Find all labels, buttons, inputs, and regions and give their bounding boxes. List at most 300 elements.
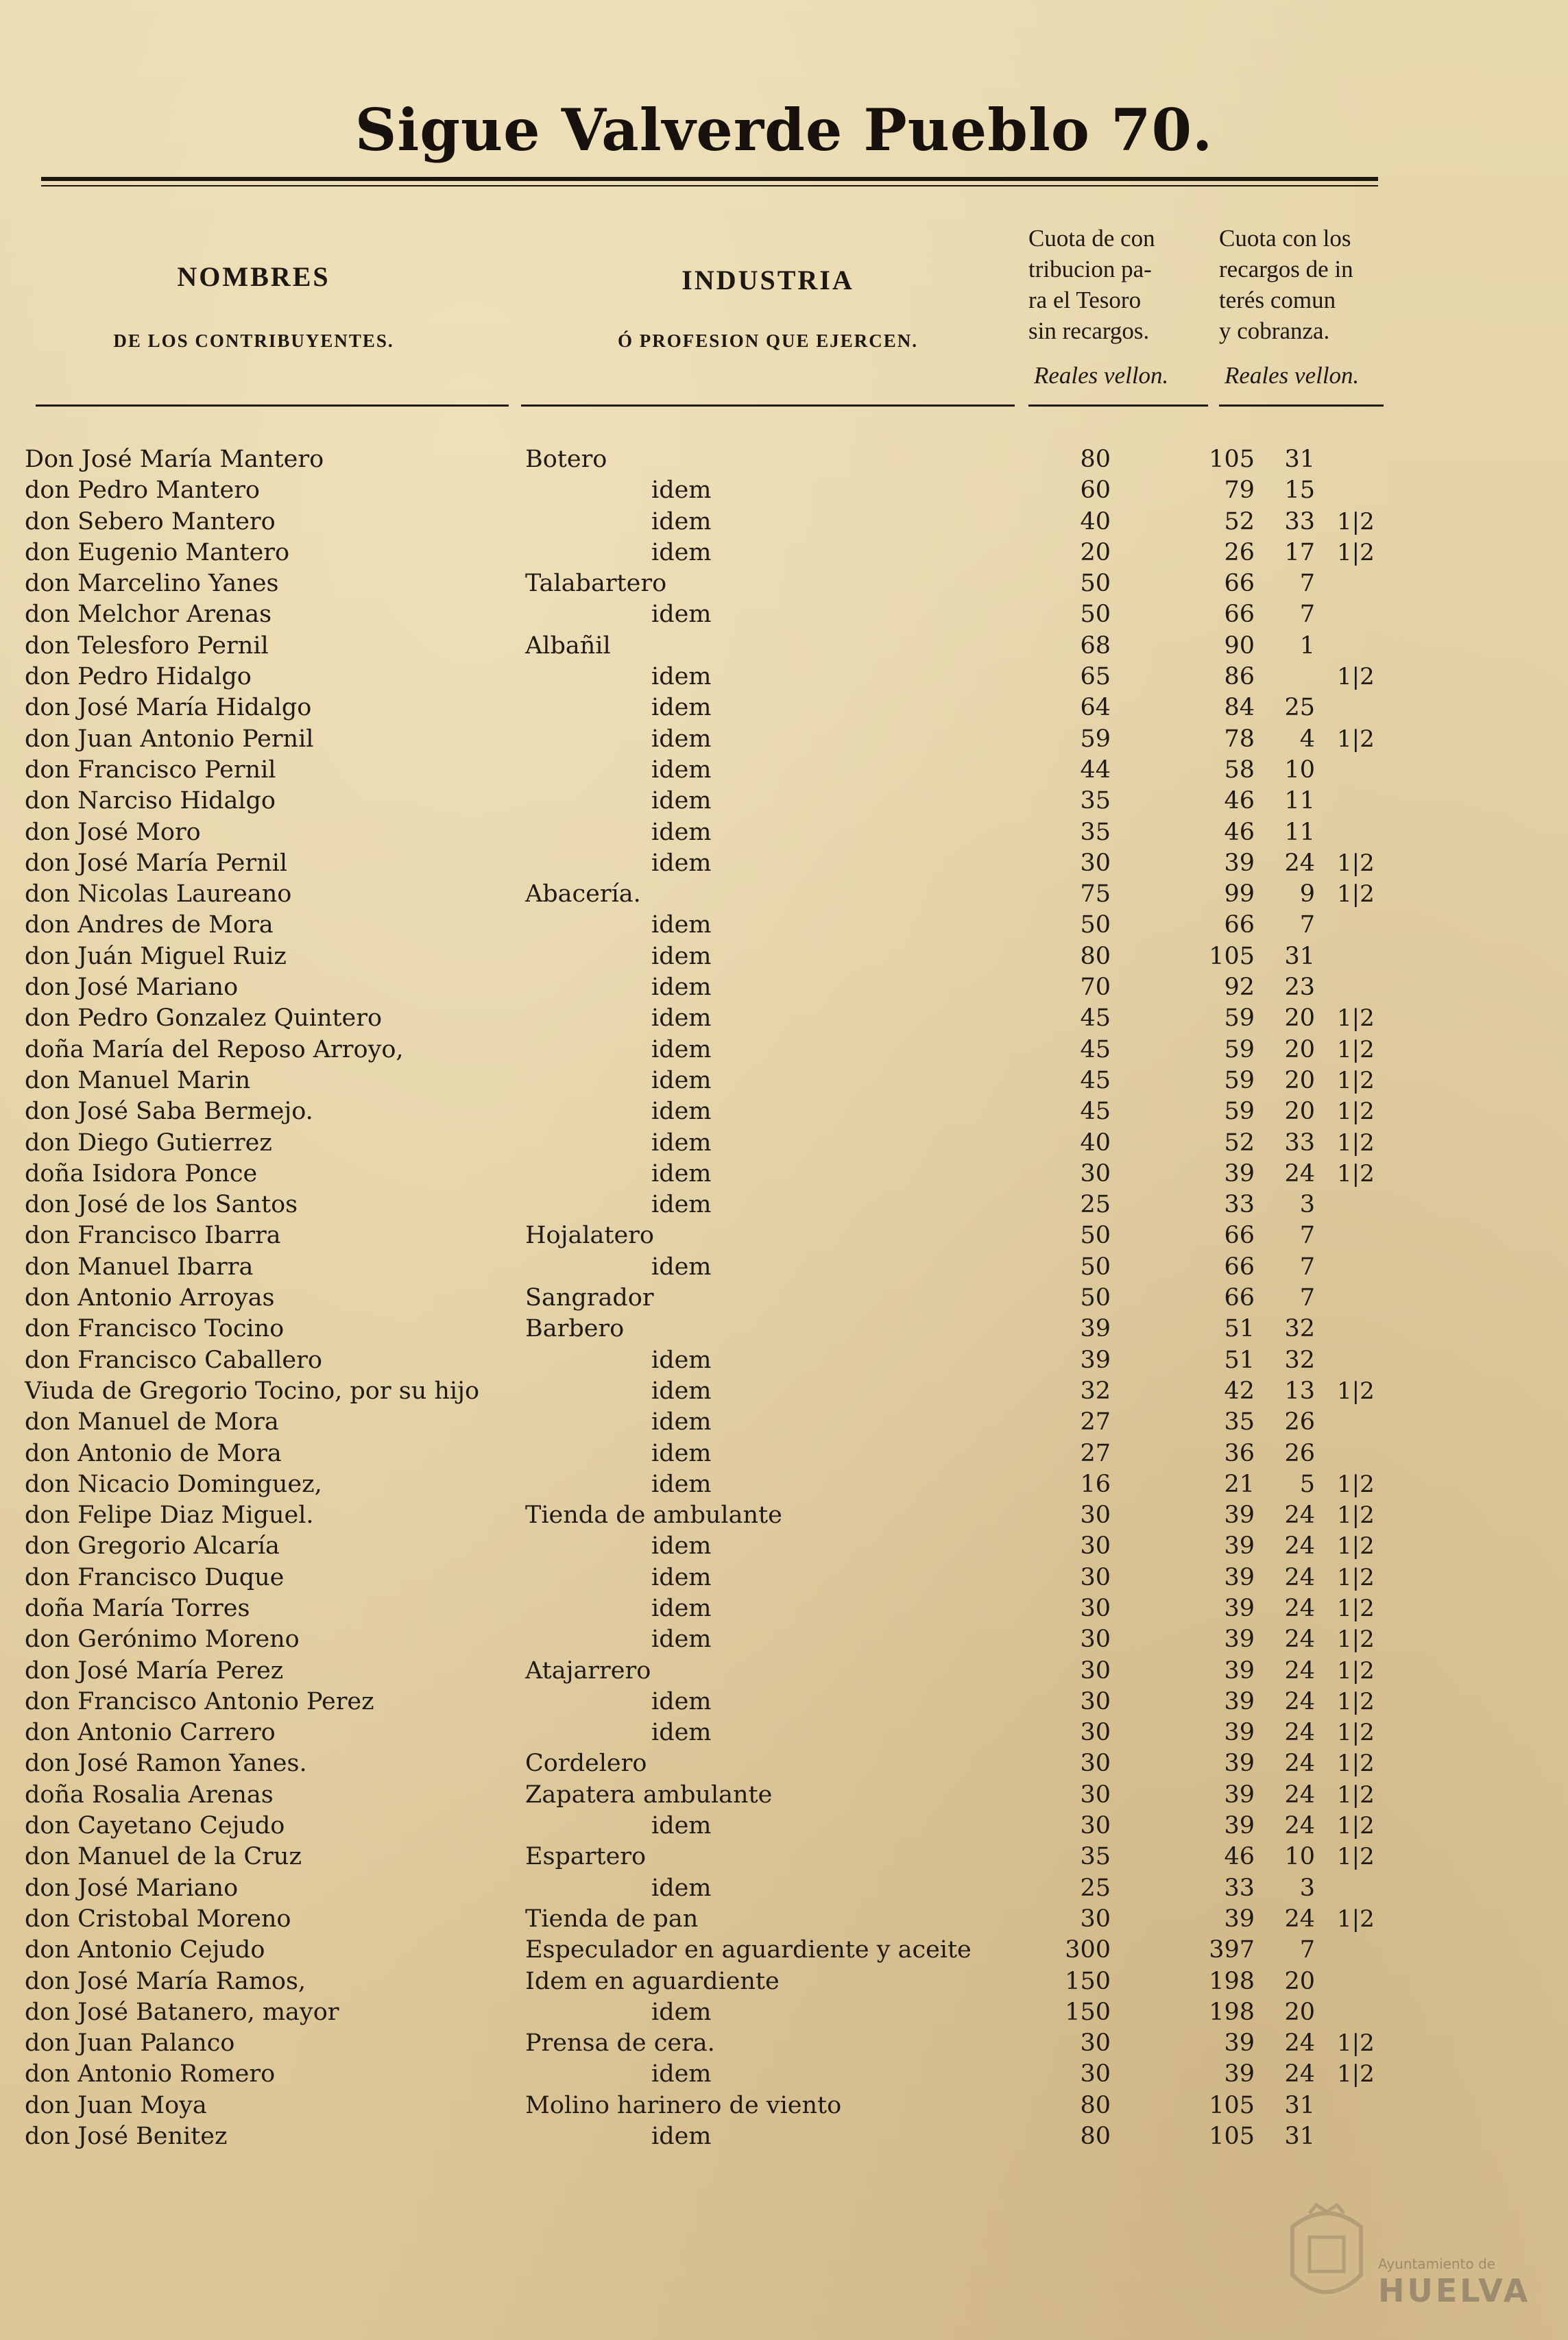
- quota-base-cell: 59: [1080, 725, 1111, 753]
- contributor-name: Viuda de Gregorio Tocino, por su hijo: [25, 1377, 480, 1405]
- quota-surcharge-maravedis-cell: 3: [1299, 1874, 1315, 1902]
- quota-surcharge-reales-cell: 21: [1224, 1470, 1255, 1498]
- industry-cell: idem: [651, 787, 712, 815]
- industry-cell: idem: [651, 818, 712, 846]
- quota-surcharge-reales-cell: 198: [1209, 1967, 1255, 1995]
- quota-surcharge-reales-cell: 58: [1224, 756, 1255, 784]
- table-row: [0, 1096, 1568, 1127]
- contributor-name: don Antonio de Mora: [25, 1439, 282, 1467]
- quota-surcharge-maravedis-cell: 24: [1284, 1687, 1315, 1715]
- quota-fraction-cell: 1|2: [1337, 880, 1375, 908]
- industry-cell: idem: [651, 974, 712, 1002]
- quota-surcharge-reales-cell: 66: [1224, 570, 1255, 598]
- quota-base-cell: 30: [1080, 1532, 1111, 1560]
- quota-surcharge-maravedis-cell: 24: [1284, 1812, 1315, 1840]
- contributor-name: don José María Perez: [25, 1656, 284, 1685]
- quota-base-cell: 65: [1080, 663, 1111, 691]
- quota-surcharge-maravedis-cell: 7: [1299, 911, 1315, 939]
- quota-surcharge-maravedis-cell: 3: [1299, 1191, 1315, 1219]
- quota-base-cell: 50: [1080, 1284, 1111, 1312]
- contributor-name: don Manuel de la Cruz: [25, 1843, 302, 1871]
- contributor-name: don Sebero Mantero: [25, 507, 276, 535]
- header-quota-base: Cuota de con tribucion pa- ra el Tesoro sin recargos.: [1028, 225, 1155, 344]
- contributor-name: don Antonio Carrero: [25, 1719, 276, 1747]
- quota-fraction-cell: 1|2: [1337, 1750, 1375, 1778]
- quota-surcharge-reales-cell: 59: [1224, 1066, 1255, 1094]
- quota-surcharge-maravedis-cell: 31: [1284, 2123, 1315, 2151]
- table-row: [0, 568, 1568, 599]
- seal-caption: Ayuntamiento de: [1378, 2256, 1496, 2272]
- quota-base-cell: 80: [1080, 942, 1111, 970]
- header-unit-base: Reales vellon.: [1034, 362, 1169, 389]
- table-row: [0, 817, 1568, 848]
- table-row: [0, 1252, 1568, 1283]
- table-row: [0, 1593, 1568, 1624]
- contributor-name: don Juan Palanco: [25, 2029, 235, 2058]
- contributor-name: don Pedro Gonzalez Quintero: [25, 1004, 383, 1033]
- table-row: [0, 1748, 1568, 1779]
- quota-surcharge-maravedis-cell: 32: [1284, 1346, 1315, 1374]
- table-row: [0, 972, 1568, 1003]
- table-row: [0, 1935, 1568, 1966]
- quota-base-cell: 25: [1080, 1874, 1111, 1902]
- industry-cell: idem: [651, 1470, 712, 1498]
- quota-base-cell: 50: [1080, 601, 1111, 629]
- table-row: [0, 2059, 1568, 2090]
- quota-surcharge-maravedis-cell: 20: [1284, 1098, 1315, 1126]
- quota-surcharge-maravedis-cell: 1: [1299, 631, 1315, 660]
- quota-surcharge-reales-cell: 66: [1224, 601, 1255, 629]
- quota-fraction-cell: 1|2: [1337, 1066, 1375, 1094]
- contributor-name: don Francisco Antonio Perez: [25, 1687, 374, 1715]
- quota-surcharge-maravedis-cell: 24: [1284, 1563, 1315, 1591]
- quota-surcharge-reales-cell: 105: [1209, 2123, 1255, 2151]
- contributor-name: don Francisco Duque: [25, 1563, 285, 1591]
- contributor-name: don Andres de Mora: [25, 911, 274, 939]
- contributor-name: don Juan Moya: [25, 2091, 207, 2119]
- industry-cell: idem: [651, 694, 712, 722]
- contributor-name: Don José María Mantero: [25, 446, 324, 473]
- industry-cell: Idem en aguardiente: [525, 1967, 780, 1995]
- quota-surcharge-reales-cell: 42: [1224, 1377, 1255, 1405]
- table-row: [0, 2090, 1568, 2121]
- quota-base-cell: 30: [1080, 1159, 1111, 1187]
- quota-surcharge-maravedis-cell: 24: [1284, 1719, 1315, 1747]
- table-row: [0, 662, 1568, 692]
- contributor-name: don Nicacio Dominguez,: [25, 1470, 322, 1498]
- table-row: [0, 1314, 1568, 1344]
- contributor-name: don Francisco Ibarra: [25, 1222, 281, 1250]
- contributor-name: don Pedro Mantero: [25, 477, 260, 505]
- industry-cell: idem: [651, 1594, 712, 1622]
- quota-surcharge-maravedis-cell: 24: [1284, 1656, 1315, 1685]
- table-row: [0, 538, 1568, 568]
- quota-base-cell: 64: [1080, 694, 1111, 722]
- industry-cell: idem: [651, 1563, 712, 1591]
- quota-surcharge-reales-cell: 39: [1224, 1159, 1255, 1187]
- quota-base-cell: 30: [1080, 1812, 1111, 1840]
- quota-fraction-cell: 1|2: [1337, 1377, 1375, 1405]
- table-row: [0, 941, 1568, 972]
- quota-surcharge-maravedis-cell: 31: [1284, 942, 1315, 970]
- quota-surcharge-maravedis-cell: 20: [1284, 1967, 1315, 1995]
- table-row: [0, 1065, 1568, 1096]
- quota-surcharge-reales-cell: 46: [1224, 818, 1255, 846]
- contributor-name: don José Saba Bermejo.: [25, 1098, 313, 1126]
- quota-surcharge-maravedis-cell: 24: [1284, 1159, 1315, 1187]
- industry-cell: Molino harinero de viento: [525, 2091, 842, 2119]
- table-row: [0, 1159, 1568, 1190]
- quota-base-cell: 35: [1080, 1843, 1111, 1871]
- industry-cell: idem: [651, 1035, 712, 1063]
- quota-surcharge-maravedis-cell: 17: [1284, 538, 1315, 566]
- contributor-name: don Juan Antonio Pernil: [25, 725, 314, 753]
- table-row: [0, 1717, 1568, 1748]
- header-rule-names: [36, 405, 509, 407]
- quota-fraction-cell: 1|2: [1337, 1781, 1375, 1809]
- contributor-name: don José Benitez: [25, 2123, 228, 2151]
- industry-cell: idem: [651, 1098, 712, 1126]
- contributor-name: don José María Pernil: [25, 849, 288, 877]
- quota-surcharge-reales-cell: 39: [1224, 1563, 1255, 1591]
- table-row: [0, 1407, 1568, 1438]
- quota-surcharge-reales-cell: 39: [1224, 1687, 1255, 1715]
- header-names-sub: DE LOS CONTRIBUYENTES.: [113, 330, 394, 351]
- quota-fraction-cell: 1|2: [1337, 1812, 1375, 1840]
- industry-cell: idem: [651, 756, 712, 784]
- quota-base-cell: 50: [1080, 570, 1111, 598]
- quota-surcharge-reales-cell: 39: [1224, 1656, 1255, 1685]
- contributor-name: don Antonio Cejudo: [25, 1936, 265, 1964]
- quota-surcharge-maravedis-cell: 24: [1284, 1781, 1315, 1809]
- quota-surcharge-maravedis-cell: 24: [1284, 1532, 1315, 1560]
- quota-fraction-cell: 1|2: [1337, 1843, 1375, 1871]
- contributor-name: don Gregorio Alcaría: [25, 1532, 280, 1560]
- quota-fraction-cell: 1|2: [1337, 1098, 1375, 1126]
- contributor-name: doña María Torres: [25, 1594, 250, 1622]
- quota-surcharge-maravedis-cell: 26: [1284, 1439, 1315, 1467]
- table-row: [0, 1345, 1568, 1376]
- industry-cell: idem: [651, 2123, 712, 2151]
- quota-fraction-cell: 1|2: [1337, 1905, 1375, 1933]
- table-row: [0, 910, 1568, 941]
- industry-cell: idem: [651, 1874, 712, 1902]
- quota-surcharge-reales-cell: 26: [1224, 538, 1255, 566]
- table-row: [0, 1997, 1568, 2028]
- industry-cell: Albañil: [525, 631, 611, 660]
- table-row: [0, 444, 1568, 475]
- industry-cell: idem: [651, 849, 712, 877]
- contributor-name: don Marcelino Yanes: [25, 570, 279, 598]
- quota-surcharge-maravedis-cell: 7: [1299, 1222, 1315, 1250]
- table-row: [0, 1128, 1568, 1159]
- table-row: [0, 786, 1568, 817]
- quota-surcharge-reales-cell: 39: [1224, 1750, 1255, 1778]
- quota-surcharge-maravedis-cell: 24: [1284, 1501, 1315, 1530]
- quota-surcharge-reales-cell: 105: [1209, 446, 1255, 473]
- quota-base-cell: 60: [1080, 477, 1111, 505]
- table-row: [0, 1469, 1568, 1500]
- table-row: [0, 1842, 1568, 1872]
- industry-cell: idem: [651, 663, 712, 691]
- quota-surcharge-maravedis-cell: 20: [1284, 1035, 1315, 1063]
- contributor-name: don Francisco Tocino: [25, 1315, 285, 1343]
- quota-base-cell: 45: [1080, 1066, 1111, 1094]
- quota-surcharge-maravedis-cell: 20: [1284, 1998, 1315, 2026]
- table-row: [0, 1687, 1568, 1717]
- quota-fraction-cell: 1|2: [1337, 1656, 1375, 1685]
- quota-base-cell: 35: [1080, 818, 1111, 846]
- contributor-name: don Eugenio Mantero: [25, 538, 290, 566]
- table-row: [0, 1873, 1568, 1904]
- quota-base-cell: 27: [1080, 1408, 1111, 1436]
- industry-cell: idem: [651, 601, 712, 629]
- industry-cell: Tienda de pan: [525, 1905, 699, 1933]
- table-row: [0, 692, 1568, 723]
- quota-surcharge-maravedis-cell: 24: [1284, 849, 1315, 877]
- quota-surcharge-reales-cell: 79: [1224, 477, 1255, 505]
- quota-base-cell: 300: [1065, 1936, 1111, 1964]
- quota-surcharge-reales-cell: 39: [1224, 1719, 1255, 1747]
- industry-cell: idem: [651, 1532, 712, 1560]
- table-row: [0, 848, 1568, 879]
- quota-surcharge-maravedis-cell: 9: [1299, 880, 1315, 908]
- quota-surcharge-maravedis-cell: 20: [1284, 1066, 1315, 1094]
- table-row: [0, 1966, 1568, 1997]
- header-names: NOMBRES: [177, 261, 330, 292]
- industry-cell: idem: [651, 538, 712, 566]
- title-rule-thin: [41, 185, 1378, 186]
- industry-cell: Sangrador: [525, 1284, 654, 1312]
- industry-cell: idem: [651, 1004, 712, 1033]
- industry-cell: idem: [651, 1191, 712, 1219]
- quota-base-cell: 30: [1080, 1501, 1111, 1530]
- quota-base-cell: 45: [1080, 1004, 1111, 1033]
- contributor-name: don Pedro Hidalgo: [25, 663, 252, 691]
- quota-fraction-cell: 1|2: [1337, 2060, 1375, 2088]
- industry-cell: idem: [651, 1998, 712, 2026]
- quota-base-cell: 45: [1080, 1035, 1111, 1063]
- quota-surcharge-reales-cell: 39: [1224, 1781, 1255, 1809]
- quota-base-cell: 30: [1080, 2029, 1111, 2058]
- industry-cell: idem: [651, 1377, 712, 1405]
- quota-surcharge-reales-cell: 99: [1224, 880, 1255, 908]
- table-row: [0, 1003, 1568, 1034]
- quota-base-cell: 27: [1080, 1439, 1111, 1467]
- contributor-name: don José de los Santos: [25, 1191, 298, 1219]
- table-row: [0, 1438, 1568, 1469]
- quota-surcharge-reales-cell: 46: [1224, 787, 1255, 815]
- quota-surcharge-maravedis-cell: 24: [1284, 1626, 1315, 1654]
- contributor-name: don Telesforo Pernil: [25, 631, 269, 660]
- quota-surcharge-reales-cell: 59: [1224, 1004, 1255, 1033]
- contributor-name: don Manuel de Mora: [25, 1408, 279, 1436]
- quota-surcharge-reales-cell: 52: [1224, 507, 1255, 535]
- quota-base-cell: 30: [1080, 1719, 1111, 1747]
- header-rule-base: [1028, 405, 1208, 407]
- table-row: [0, 1190, 1568, 1220]
- quota-fraction-cell: 1|2: [1337, 1035, 1375, 1063]
- contributor-name: don Juán Miguel Ruiz: [25, 942, 287, 970]
- contributors-table: [0, 444, 1568, 2152]
- table-row: [0, 1220, 1568, 1251]
- quota-surcharge-maravedis-cell: 7: [1299, 570, 1315, 598]
- quota-surcharge-maravedis-cell: 10: [1284, 756, 1315, 784]
- quota-base-cell: 30: [1080, 1905, 1111, 1933]
- industry-cell: idem: [651, 507, 712, 535]
- quota-surcharge-reales-cell: 66: [1224, 911, 1255, 939]
- industry-cell: Especulador en aguardiente y aceite: [525, 1936, 972, 1964]
- quota-surcharge-maravedis-cell: 33: [1284, 507, 1315, 535]
- industry-cell: idem: [651, 1129, 712, 1157]
- quota-surcharge-reales-cell: 33: [1224, 1874, 1255, 1902]
- industry-cell: Atajarrero: [525, 1656, 651, 1685]
- quota-fraction-cell: 1|2: [1337, 1501, 1375, 1530]
- contributor-name: don Francisco Pernil: [25, 756, 276, 784]
- seal-name: HUELVA: [1378, 2272, 1531, 2309]
- quota-fraction-cell: 1|2: [1337, 1004, 1375, 1033]
- contributor-name: don Nicolas Laureano: [25, 880, 292, 908]
- quota-surcharge-reales-cell: 105: [1209, 942, 1255, 970]
- contributor-name: don José Mariano: [25, 974, 239, 1002]
- quota-surcharge-reales-cell: 105: [1209, 2091, 1255, 2119]
- header-unit-surcharge: Reales vellon.: [1225, 362, 1360, 389]
- quota-base-cell: 80: [1080, 446, 1111, 473]
- quota-base-cell: 30: [1080, 2060, 1111, 2088]
- quota-base-cell: 80: [1080, 2123, 1111, 2151]
- industry-cell: Prensa de cera.: [525, 2029, 715, 2058]
- contributor-name: don Melchor Arenas: [25, 601, 272, 629]
- contributor-name: don Antonio Arroyas: [25, 1284, 275, 1312]
- header-industry-sub: Ó PROFESION QUE EJERCEN.: [617, 330, 919, 351]
- quota-surcharge-maravedis-cell: 13: [1284, 1377, 1315, 1405]
- industry-cell: Cordelero: [525, 1750, 647, 1778]
- table-row: [0, 1035, 1568, 1065]
- industry-cell: Hojalatero: [525, 1222, 654, 1250]
- quota-base-cell: 44: [1080, 756, 1111, 784]
- contributor-name: doña Rosalia Arenas: [25, 1781, 274, 1809]
- table-row: [0, 507, 1568, 538]
- quota-fraction-cell: 1|2: [1337, 538, 1375, 566]
- contributor-name: don Francisco Caballero: [25, 1346, 322, 1374]
- quota-base-cell: 39: [1080, 1315, 1111, 1343]
- quota-surcharge-maravedis-cell: 4: [1299, 725, 1315, 753]
- industry-cell: Barbero: [525, 1315, 625, 1343]
- header-industry: INDUSTRIA: [682, 265, 854, 295]
- quota-base-cell: 68: [1080, 631, 1111, 660]
- contributor-name: don José Ramon Yanes.: [25, 1750, 307, 1778]
- quota-base-cell: 16: [1080, 1470, 1111, 1498]
- quota-surcharge-maravedis-cell: 24: [1284, 1750, 1315, 1778]
- quota-surcharge-maravedis-cell: 5: [1299, 1470, 1315, 1498]
- table-row: [0, 1780, 1568, 1811]
- quota-base-cell: 30: [1080, 1750, 1111, 1778]
- table-row: [0, 1283, 1568, 1314]
- quota-surcharge-maravedis-cell: 11: [1284, 787, 1315, 815]
- quota-surcharge-maravedis-cell: 26: [1284, 1408, 1315, 1436]
- quota-surcharge-maravedis-cell: 24: [1284, 1905, 1315, 1933]
- quota-base-cell: 150: [1065, 1967, 1111, 1995]
- quota-base-cell: 50: [1080, 911, 1111, 939]
- quota-surcharge-reales-cell: 36: [1224, 1439, 1255, 1467]
- contributor-name: don José María Ramos,: [25, 1967, 306, 1995]
- quota-base-cell: 30: [1080, 849, 1111, 877]
- industry-cell: Abacería.: [525, 880, 641, 908]
- contributor-name: don José Batanero, mayor: [25, 1998, 339, 2026]
- quota-surcharge-maravedis-cell: 32: [1284, 1315, 1315, 1343]
- quota-base-cell: 20: [1080, 538, 1111, 566]
- quota-base-cell: 30: [1080, 1594, 1111, 1622]
- contributor-name: don Cayetano Cejudo: [25, 1812, 285, 1840]
- quota-surcharge-maravedis-cell: 33: [1284, 1129, 1315, 1157]
- quota-surcharge-reales-cell: 35: [1224, 1408, 1255, 1436]
- industry-cell: idem: [651, 1687, 712, 1715]
- quota-base-cell: 45: [1080, 1098, 1111, 1126]
- quota-surcharge-maravedis-cell: 7: [1299, 1253, 1315, 1281]
- table-row: [0, 1563, 1568, 1593]
- quota-surcharge-maravedis-cell: 23: [1284, 974, 1315, 1002]
- quota-surcharge-maravedis-cell: 24: [1284, 2060, 1315, 2088]
- city-seal-watermark: [1378, 2256, 1530, 2309]
- quota-surcharge-reales-cell: 90: [1224, 631, 1255, 660]
- industry-cell: idem: [651, 1408, 712, 1436]
- quota-base-cell: 30: [1080, 1626, 1111, 1654]
- contributor-name: don José Moro: [25, 818, 201, 846]
- quota-base-cell: 25: [1080, 1191, 1111, 1219]
- table-row: [0, 2028, 1568, 2059]
- quota-surcharge-reales-cell: 39: [1224, 2029, 1255, 2058]
- contributor-name: don Antonio Romero: [25, 2060, 276, 2088]
- quota-base-cell: 30: [1080, 1687, 1111, 1715]
- quota-surcharge-reales-cell: 39: [1224, 1626, 1255, 1654]
- quota-base-cell: 35: [1080, 787, 1111, 815]
- contributor-name: don Cristobal Moreno: [25, 1905, 291, 1933]
- quota-base-cell: 50: [1080, 1253, 1111, 1281]
- quota-surcharge-maravedis-cell: 7: [1299, 1284, 1315, 1312]
- quota-surcharge-maravedis-cell: 24: [1284, 1594, 1315, 1622]
- quota-surcharge-reales-cell: 39: [1224, 1501, 1255, 1530]
- quota-fraction-cell: 1|2: [1337, 1159, 1375, 1187]
- quota-surcharge-reales-cell: 51: [1224, 1315, 1255, 1343]
- quota-surcharge-reales-cell: 92: [1224, 974, 1255, 1002]
- quota-base-cell: 30: [1080, 1563, 1111, 1591]
- quota-surcharge-maravedis-cell: 25: [1284, 694, 1315, 722]
- industry-cell: idem: [651, 942, 712, 970]
- table-row: [0, 1624, 1568, 1655]
- quota-fraction-cell: 1|2: [1337, 1470, 1375, 1498]
- table-row: [0, 2121, 1568, 2152]
- quota-surcharge-maravedis-cell: 7: [1299, 601, 1315, 629]
- contributor-name: don José María Hidalgo: [25, 694, 312, 722]
- contributor-name: doña Isidora Ponce: [25, 1159, 258, 1187]
- quota-surcharge-reales-cell: 59: [1224, 1098, 1255, 1126]
- industry-cell: Botero: [525, 446, 607, 473]
- industry-cell: idem: [651, 1346, 712, 1374]
- quota-base-cell: 40: [1080, 1129, 1111, 1157]
- quota-surcharge-reales-cell: 39: [1224, 849, 1255, 877]
- quota-surcharge-maravedis-cell: 20: [1284, 1004, 1315, 1033]
- quota-surcharge-maravedis-cell: 24: [1284, 2029, 1315, 2058]
- industry-cell: idem: [651, 1439, 712, 1467]
- header-rule-industry: [521, 405, 1015, 407]
- quota-base-cell: 70: [1080, 974, 1111, 1002]
- quota-surcharge-maravedis-cell: 10: [1284, 1843, 1315, 1871]
- quota-base-cell: 80: [1080, 2091, 1111, 2119]
- quota-surcharge-maravedis-cell: 31: [1284, 446, 1315, 473]
- quota-surcharge-maravedis-cell: 7: [1299, 1936, 1315, 1964]
- quota-surcharge-reales-cell: 78: [1224, 725, 1255, 753]
- quota-fraction-cell: 1|2: [1337, 1532, 1375, 1560]
